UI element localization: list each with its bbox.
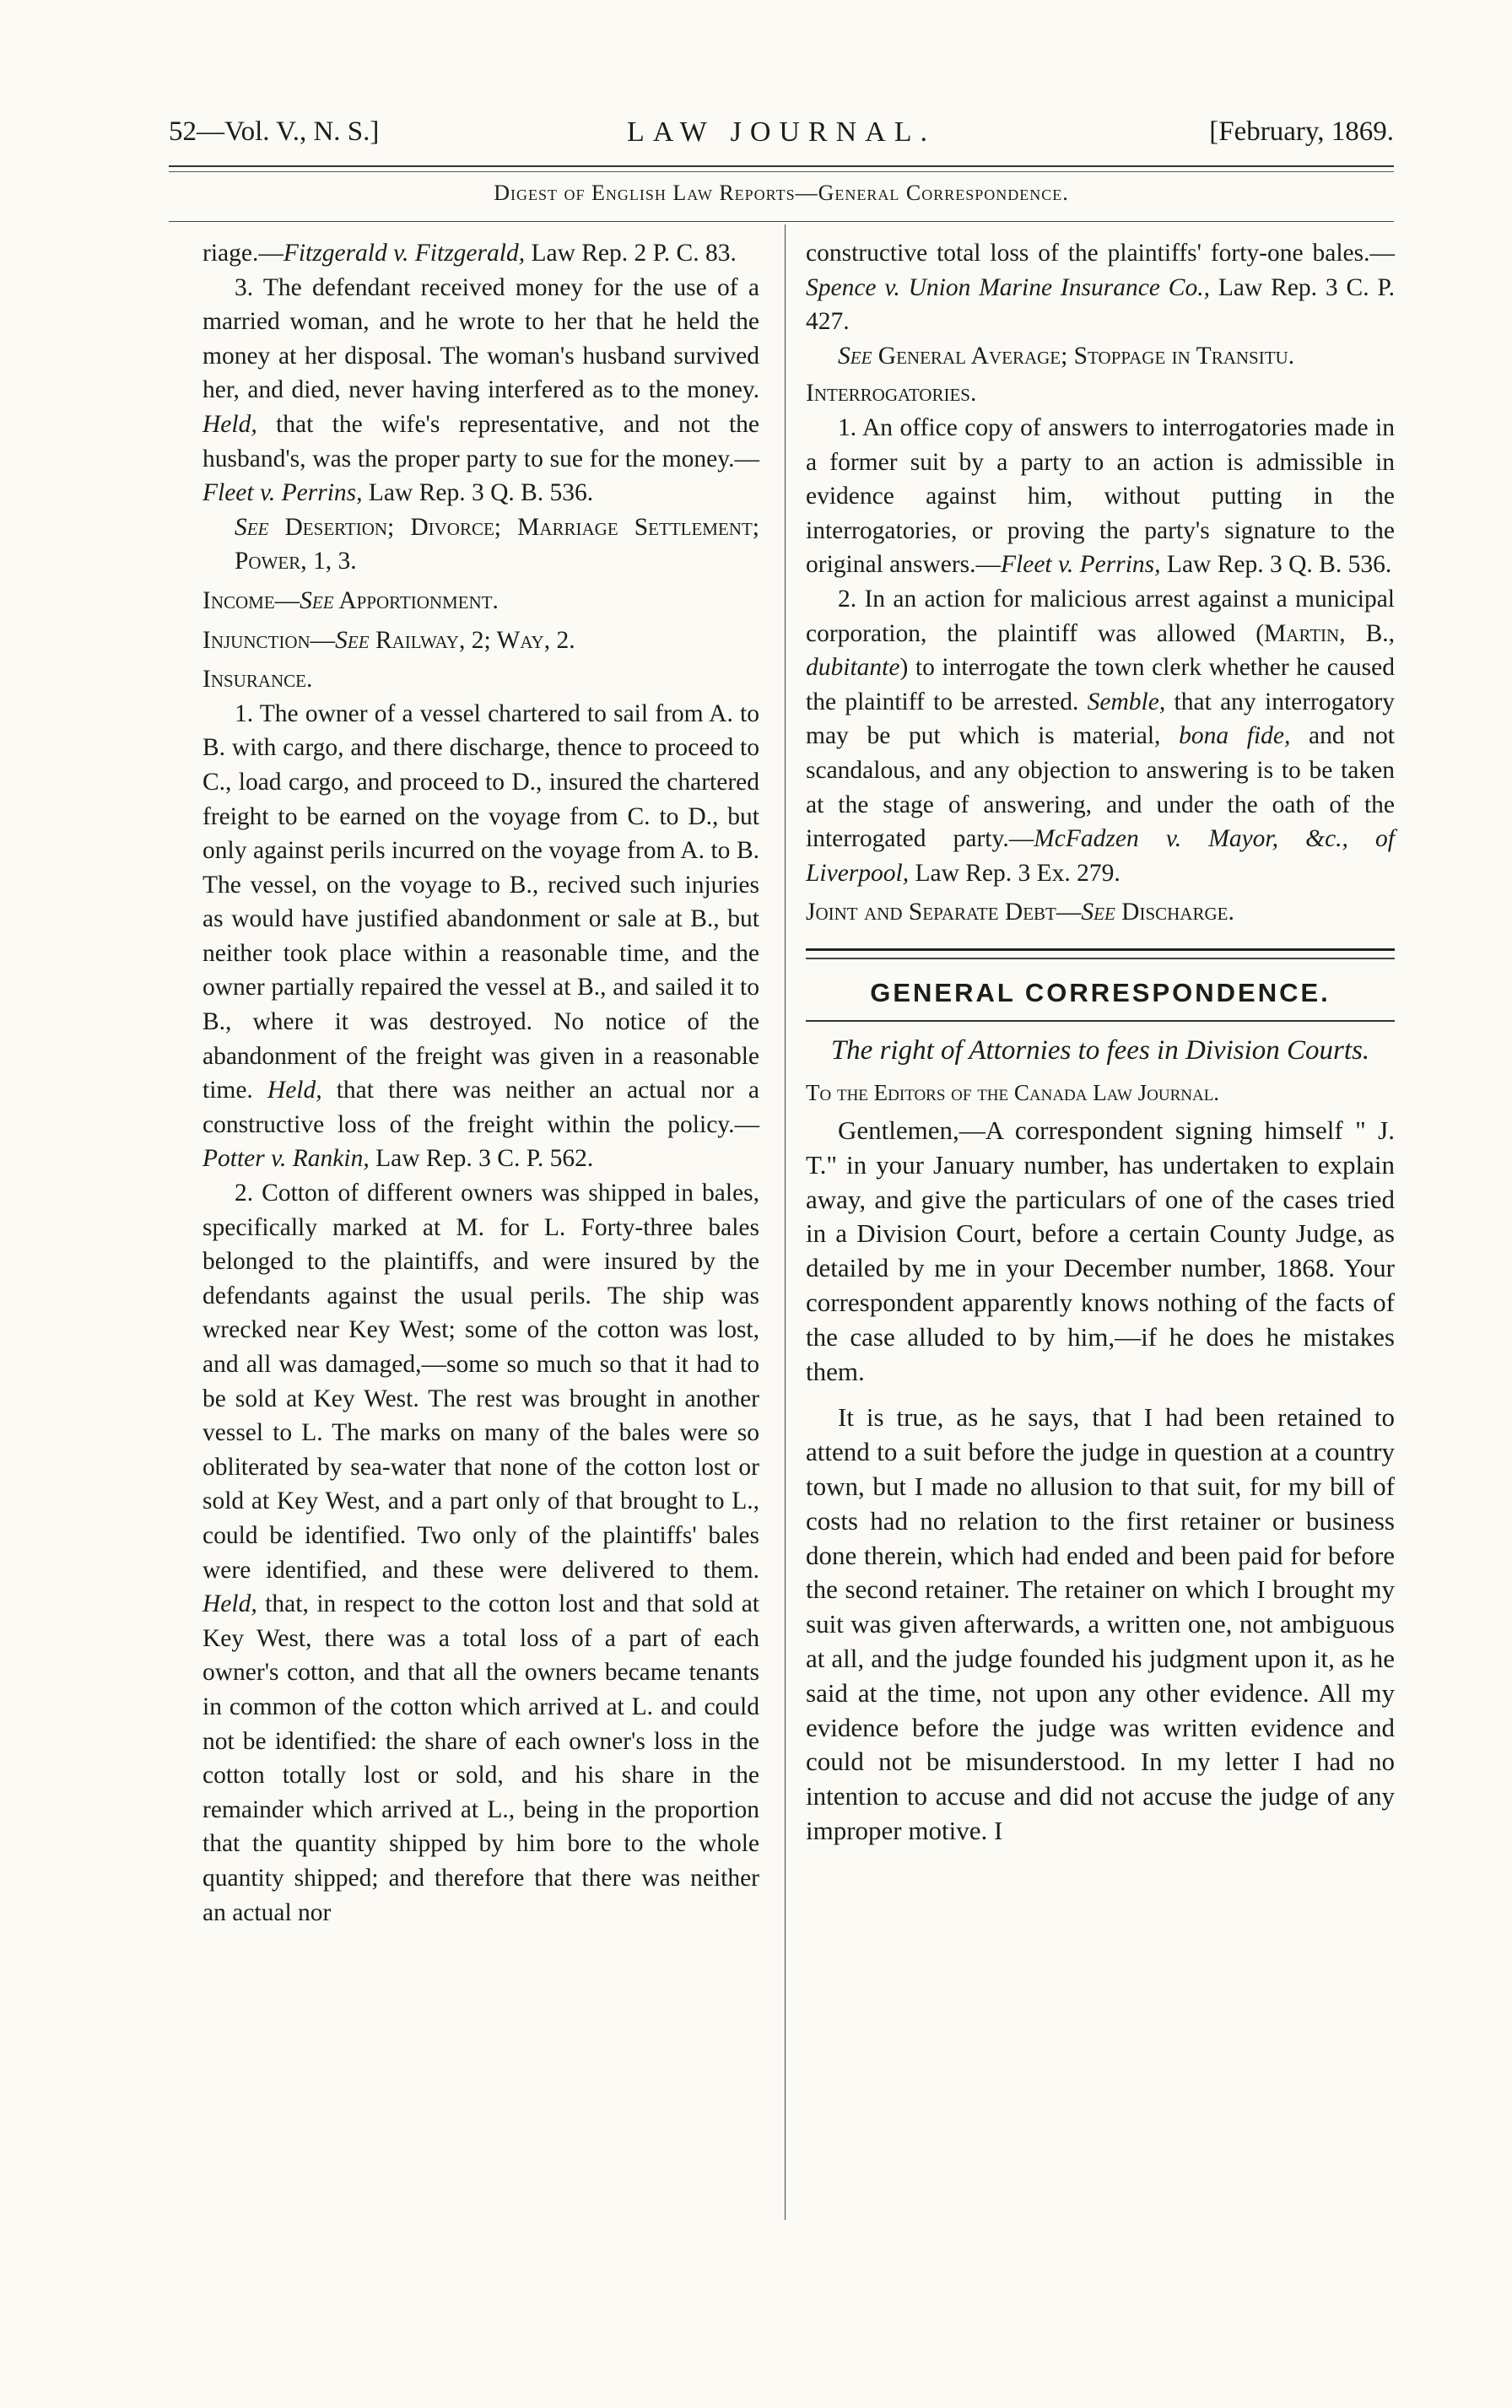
- column-divider: [785, 224, 786, 2220]
- see-also-1: See Desertion; Divorce; Marriage Settlement; Power, 1, 3.: [235, 513, 759, 575]
- section-rule: [806, 948, 1395, 959]
- section-title-rule: [806, 1020, 1395, 1022]
- letter-paragraph-1: Gentlemen,—A correspondent signing himself " J. T." in your January number, has undertaken to explain away, and give the particulars of one of the cases tried in a Division Court, before a certain County Judge, as detailed by me in your December number, 1868. Your correspondent apparently knows nothing of the facts of the case alluded to by him,—if he does he mistakes them.: [806, 1115, 1395, 1386]
- page-header: [169, 116, 1394, 167]
- running-title-rule: [169, 221, 1394, 222]
- page-number-volume: 52—Vol. V., N. S.]: [169, 116, 380, 147]
- header-rule: [169, 165, 1394, 172]
- journal-title: LAW JOURNAL.: [627, 116, 936, 148]
- paragraph-continuation: riage.—Fitzgerald v. Fitzgerald, Law Rep. 2 P. C. 83.: [202, 240, 737, 267]
- heading-injunction: Injunction—See Railway, 2; Way, 2.: [202, 626, 575, 654]
- right-column: [806, 236, 1395, 1849]
- issue-date: [February, 1869.: [1209, 116, 1394, 147]
- insurance-paragraph-2: 2. Cotton of different owners was shipped in bales, specifically marked at M. for L. Forty-three bales belonged to the plaintiffs, and were insured by the defendants against the usual perils. The ship was wrecked near Key West; some of the cotton was lost, and all was damaged,—some so much so that it had to be sold at Key West. The rest was brought in another vessel to L. The marks on many of the bales were so obliterated by sea-water that none of the cotton lost or sold at Key West, and a part only of that brought to L., could be identified. Two only of the plaintiffs' bales were identified, and these were delivered to them. Held, that, in respect to the cotton lost and that sold at Key West, there was a total loss of a part of each owner's cotton, and that all the owners became tenants in common of the cotton which arrived at L. and could not be identified: the share of each owner's loss in the cotton totally lost or sold, and his share in the remainder which arrived at L., being in the proportion that the quantity shipped by him bore to the whole quantity shipped; and therefore that there was neither an actual nor: [202, 1180, 759, 1926]
- letter-subtitle: The right of Attornies to fees in Division Courts.: [830, 1035, 1370, 1066]
- paragraph-continuation-right: constructive total loss of the plaintiffs' forty-one bales.—Spence v. Union Marine Insurance Co., Law Rep. 3 C. P. 427.: [806, 240, 1396, 336]
- insurance-paragraph-1: 1. The owner of a vessel chartered to sail from A. to B. with cargo, and there discharge, thence to proceed to C., load cargo, and proceed to D., insured the chartered freight to be earned on the voyage from C. to D., but only against perils incurred on the voyage from A. to B. The vessel, on the voyage to B., recived such injuries as would have justified abandonment or sale at B., but neither took place within a reasonable time, and the owner partially repaired the vessel at B., and sailed it to B., where it was destroyed. No notice of the abandonment of the freight was given in a reasonable time. Held, that there was neither an actual nor a constructive loss of the freight within the policy.—Potter v. Rankin, Law Rep. 3 C. P. 562.: [202, 699, 760, 1173]
- interrogatories-paragraph-2: 2. In an action for malicious arrest against a municipal corporation, the plaintiff was allowed (Martin, B., dubitante) to interrogate the town clerk whether he caused the plaintiff to be arrested. Semble, that any interrogatory may be put which is material, bona fide, and not scandalous, and any objection to answering is to be taken at the stage of answering, and under the oath of the interrogated party.—McFadzen v. Mayor, &c., of Liverpool, Law Rep. 3 Ex. 279.: [806, 585, 1396, 887]
- letter-paragraph-2: It is true, as he says, that I had been retained to attend to a suit before the judge in question at a country town, but I made no allusion to that suit, for my bill of costs had no relation to the first retainer or business done therein, which had ended and been paid for before the second retainer. The retainer on which I brought my suit was given afterwards, a written one, not ambiguous at all, and the judge founded his judgment upon it, as he said at the time, not upon any other evidence. All my evidence before the judge was written evidence and could not be misunderstood. In my letter I had no intention to accuse and did not accuse the judge of any improper motive. I: [806, 1402, 1395, 1845]
- heading-interrogatories: Interrogatories.: [806, 380, 977, 408]
- running-title: Digest of English Law Reports—General Correspondence.: [494, 181, 1069, 205]
- paragraph-3: 3. The defendant received money for the use of a married woman, and he wrote to her that he held the money at her disposal. The woman's husband survived her, and died, never having interfered as to the money. Held, that the wife's representative, and not the husband's, was the proper party to sue for the money.—Fleet v. Perrins, Law Rep. 3 Q. B. 536.: [202, 273, 759, 507]
- letter-addressee: To the Editors of the Canada Law Journal.: [806, 1080, 1220, 1106]
- interrogatories-paragraph-1: 1. An office copy of answers to interrogatories made in a former suit by a party to an action is admissible in evidence against him, without putting in the interrogatories, or proving the party's signature to the original answers.—Fleet v. Perrins, Law Rep. 3 Q. B. 536.: [806, 413, 1395, 579]
- see-also-2: See General Average; Stoppage in Transitu.: [838, 342, 1295, 370]
- left-column: [202, 236, 759, 1930]
- heading-insurance: Insurance.: [202, 666, 313, 694]
- heading-income: Income—See Apportionment.: [202, 586, 499, 614]
- section-title: GENERAL CORRESPONDENCE.: [870, 977, 1331, 1007]
- heading-joint-debt: Joint and Separate Debt—See Discharge.: [806, 899, 1234, 926]
